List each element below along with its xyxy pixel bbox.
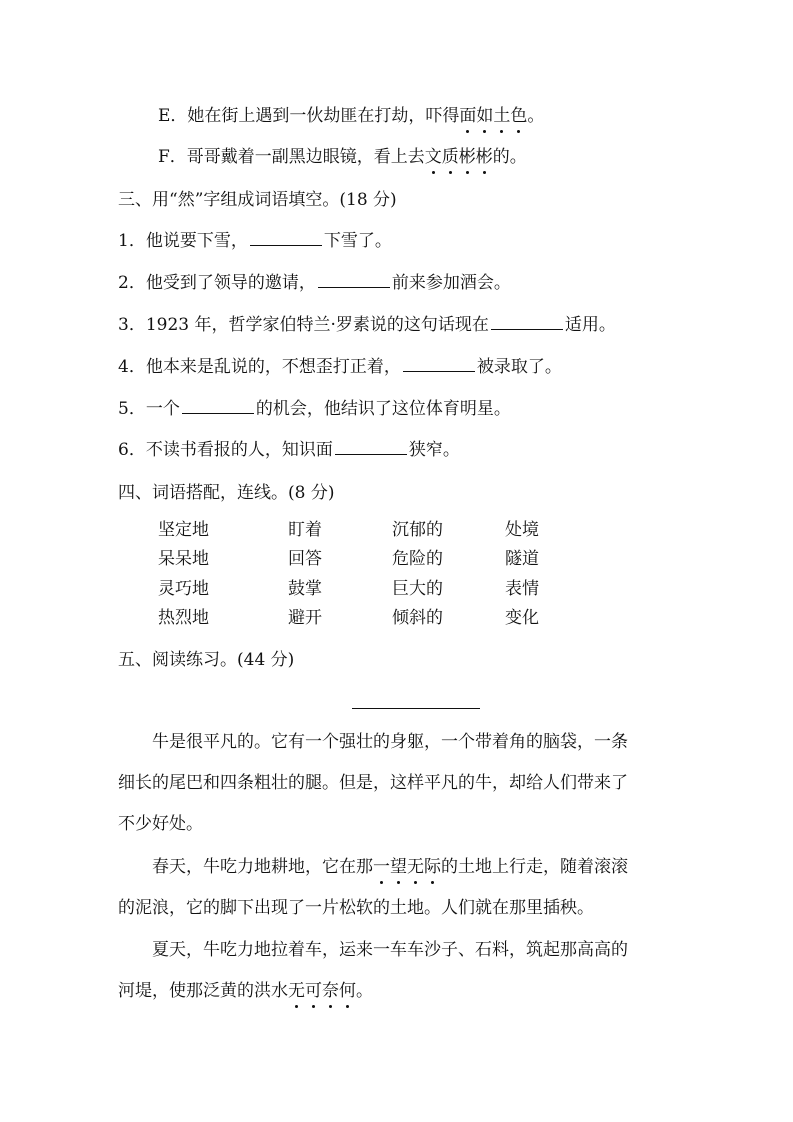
dotted-char: 望 (390, 857, 407, 877)
fill-item-text: 适用。 (564, 315, 616, 335)
dotted-char: 彬 (475, 147, 493, 167)
section3-heading: 三、用“然”字组成词语填空。(18 分) (118, 190, 397, 210)
dotted-char: 如 (476, 106, 494, 126)
dotted-char: 际 (424, 857, 441, 877)
match-word[interactable]: 处境 (505, 520, 539, 540)
dotted-char: 面 (459, 106, 477, 126)
option-f-end: 的。 (492, 147, 527, 167)
passage-text: 。 (356, 981, 373, 1001)
fill-item-5 (118, 397, 511, 421)
passage-line: 牛是很平凡的。它有一个强壮的身躯，一个带着角的脑袋，一条 (118, 732, 628, 752)
fill-blank[interactable] (403, 355, 475, 372)
dotted-char: 奈 (322, 981, 339, 1001)
match-word[interactable]: 变化 (505, 608, 539, 628)
fill-blank[interactable] (491, 313, 563, 330)
fill-item-6 (118, 438, 460, 462)
fill-item-text: 6．不读书看报的人，知识面 (118, 440, 333, 460)
dotted-char: 色 (510, 106, 528, 126)
passage-text: 的土地上行走，随着滚滚 (441, 857, 628, 877)
dotted-char: 可 (305, 981, 322, 1001)
match-word[interactable]: 热烈地 (158, 608, 209, 628)
match-word[interactable]: 沉郁的 (392, 520, 443, 540)
passage-line: 细长的尾巴和四条粗壮的腿。但是，这样平凡的牛，却给人们带来了 (118, 773, 628, 793)
match-word[interactable]: 呆呆地 (158, 549, 209, 569)
section5-heading: 五、阅读练习。(44 分) (118, 650, 295, 670)
dotted-char: 质 (441, 147, 459, 167)
fill-item-text: 被录取了。 (476, 357, 562, 377)
fill-item-text: 的机会，他结识了这位体育明星。 (255, 399, 511, 419)
match-word[interactable]: 隧道 (505, 549, 539, 569)
match-word[interactable]: 灵巧地 (158, 579, 209, 599)
passage-line (118, 979, 678, 1003)
passage-text: 春天，牛吃力地耕地，它在那 (118, 857, 373, 877)
fill-item-4 (118, 355, 562, 379)
dotted-char: 何 (339, 981, 356, 1001)
match-word[interactable]: 危险的 (392, 549, 443, 569)
fill-item-text: 前来参加酒会。 (391, 273, 511, 293)
match-word[interactable]: 盯着 (288, 520, 322, 540)
section4-heading: 四、词语搭配，连线。(8 分) (118, 483, 335, 503)
fill-item-text: 2．他受到了领导的邀请， (118, 273, 316, 293)
option-e-end: 。 (527, 106, 545, 126)
passage-line: 不少好处。 (118, 814, 203, 834)
dotted-char: 无 (407, 857, 424, 877)
dotted-char: 一 (373, 857, 390, 877)
passage-line: 的泥浪，它的脚下出现了一片松软的土地。人们就在那里插秧。 (118, 898, 594, 918)
fill-blank[interactable] (182, 397, 254, 414)
fill-blank[interactable] (250, 229, 322, 246)
fill-item-1 (118, 229, 392, 253)
fill-item-text: 3．1923 年，哲学家伯特兰·罗素说的这句话现在 (118, 315, 489, 335)
match-word[interactable]: 避开 (288, 608, 322, 628)
option-e (158, 104, 544, 128)
fill-item-text: 5．一个 (118, 399, 180, 419)
match-word[interactable]: 表情 (505, 579, 539, 599)
match-word[interactable]: 回答 (288, 549, 322, 569)
passage-line (118, 855, 678, 879)
fill-item-text: 1．他说要下雪， (118, 231, 248, 251)
fill-blank[interactable] (318, 271, 390, 288)
dotted-char: 土 (493, 106, 511, 126)
passage-text: 河堤，使那泛黄的洪水 (118, 981, 288, 1001)
match-word[interactable]: 倾斜的 (392, 608, 443, 628)
option-f-text: F．哥哥戴着一副黑边眼镜，看上去 (158, 147, 425, 167)
match-word[interactable]: 坚定地 (158, 520, 209, 540)
dotted-char: 文 (424, 147, 442, 167)
option-f (158, 145, 527, 169)
fill-item-text: 4．他本来是乱说的，不想歪打正着， (118, 357, 401, 377)
fill-item-text: 下雪了。 (323, 231, 392, 251)
fill-item-3 (118, 313, 616, 337)
dotted-char: 无 (288, 981, 305, 1001)
match-word[interactable]: 鼓掌 (288, 579, 322, 599)
option-e-text: E．她在街上遇到一伙劫匪在打劫，吓得 (158, 106, 460, 126)
fill-item-text: 狭窄。 (408, 440, 460, 460)
fill-item-2 (118, 271, 511, 295)
passage-line: 夏天，牛吃力地拉着车，运来一车车沙子、石料，筑起那高高的 (118, 940, 628, 960)
fill-blank[interactable] (335, 438, 407, 455)
dotted-char: 彬 (458, 147, 476, 167)
title-blank[interactable] (352, 708, 480, 709)
match-word[interactable]: 巨大的 (392, 579, 443, 599)
